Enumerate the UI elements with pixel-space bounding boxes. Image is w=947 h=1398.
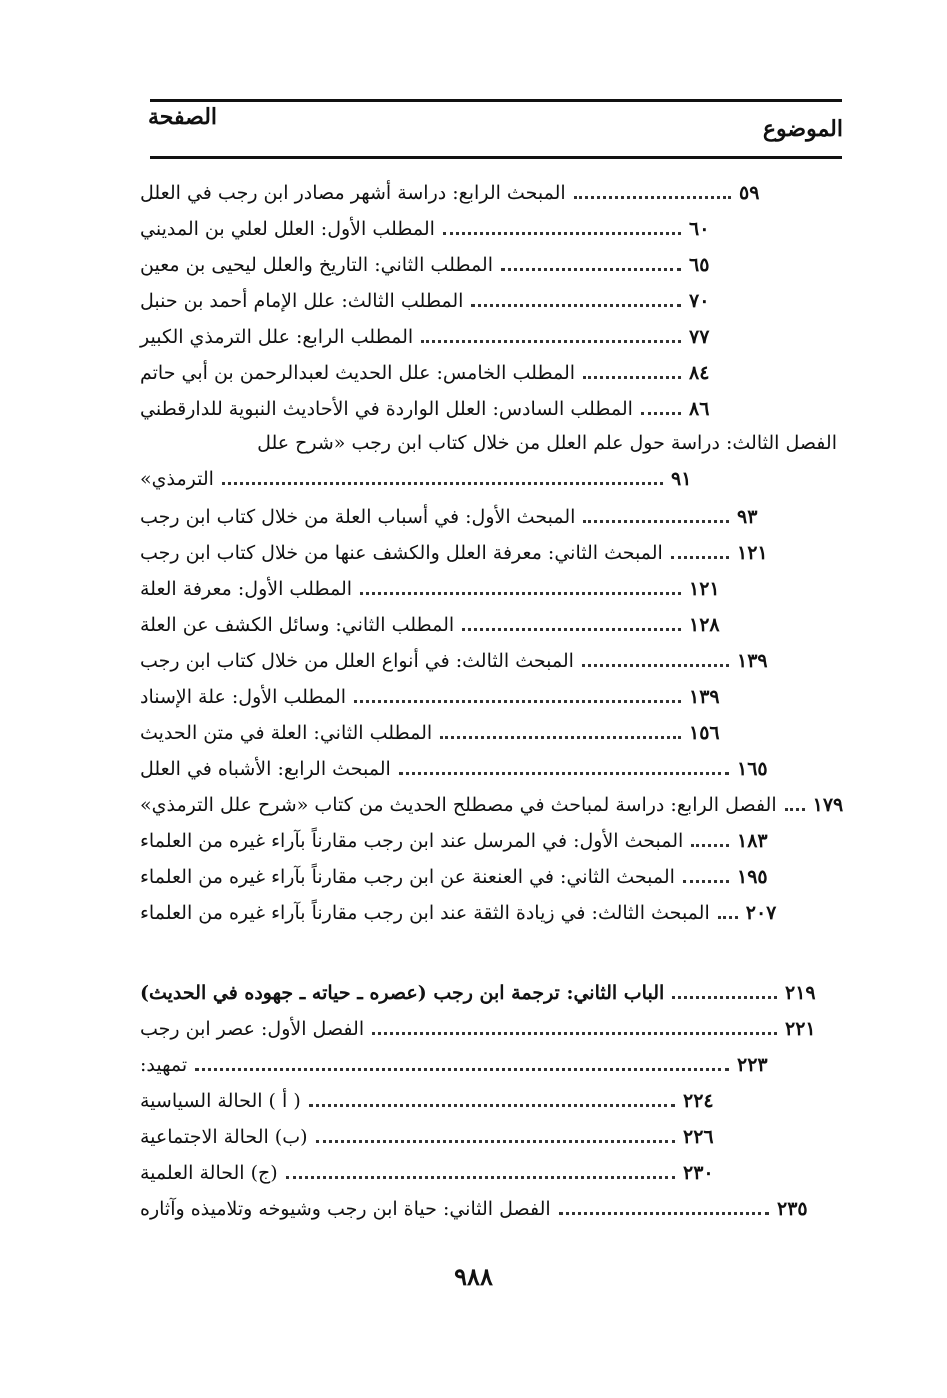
leader-dots <box>471 304 681 307</box>
toc-entry-page: ٩١ <box>671 468 692 490</box>
toc-entry-page: ٨٦ <box>689 398 710 420</box>
toc-entry-page: ١٥٦ <box>689 722 720 744</box>
toc-entry-page: ٩٣ <box>737 506 758 528</box>
leader-dots <box>671 556 729 559</box>
toc-entry-page: ١٣٩ <box>737 650 768 672</box>
toc-entry-page: ٦٠ <box>689 218 710 240</box>
toc-entry <box>140 1116 735 1150</box>
toc-entry-title: المبحث الثالث: في أنواع العلل من خلال كتاب ابن رجب <box>140 650 574 672</box>
toc-entry <box>140 1152 735 1186</box>
leader-dots <box>691 844 729 847</box>
header-rule-bottom <box>150 156 842 159</box>
toc-entry <box>140 172 791 206</box>
toc-entry <box>140 280 741 314</box>
toc-entry-title: (ب) الحالة الاجتماعية <box>140 1126 308 1148</box>
leader-dots <box>222 482 663 485</box>
toc-entry-page: ١٦٥ <box>737 758 768 780</box>
toc-entry <box>140 640 789 674</box>
toc-entry-page: ١٢٨ <box>689 614 720 636</box>
toc-entry-title: الباب الثاني: ترجمة ابن رجب (عصره ـ حياته ـ جهوده في الحديث) <box>140 982 665 1004</box>
toc-entry-title: الترمذي» <box>140 468 214 490</box>
toc-entry-title: المطلب الثالث: علل الإمام أحمد بن حنبل <box>140 290 464 312</box>
toc-entry-page: ١٧٩ <box>812 794 844 816</box>
header-page: الصفحة <box>148 104 218 130</box>
leader-dots <box>195 1068 729 1071</box>
leader-dots <box>672 996 777 999</box>
toc-entry-page: ٢٢٦ <box>683 1126 714 1148</box>
toc-entry <box>140 604 741 638</box>
toc-entry-title: الفصل الأول: عصر ابن رجب <box>140 1018 365 1040</box>
toc-entry <box>140 388 741 422</box>
toc-entry-title: المبحث الرابع: دراسة أشهر مصادر ابن رجب في العلل <box>140 182 566 204</box>
toc-entry-title: المطلب الأول: معرفة العلة <box>140 578 353 600</box>
toc-entry-page: ٧٠ <box>689 290 710 312</box>
toc-entry-title: المبحث الثاني: في العنعنة عن ابن رجب مقارناً بآراء غيره من العلماء <box>140 866 675 888</box>
leader-dots <box>316 1140 675 1143</box>
leader-dots <box>309 1104 675 1107</box>
leader-dots <box>462 628 681 631</box>
toc-entry <box>140 458 723 492</box>
leader-dots <box>440 736 681 739</box>
toc-entry-title: المطلب الأول: العلل لعلي بن المديني <box>140 218 435 240</box>
toc-entry-title: الفصل الثاني: حياة ابن رجب وشيوخه وتلاميذه وآثاره <box>140 1198 551 1220</box>
toc-entry <box>140 496 789 530</box>
toc-entry-page: ٦٥ <box>689 254 710 276</box>
toc-entry-part <box>140 972 837 1006</box>
toc-entry <box>140 568 741 602</box>
toc-entry-page: ٢٣٥ <box>777 1198 808 1220</box>
toc-entry-page: ١٣٩ <box>689 686 720 708</box>
toc-entry <box>140 1008 837 1042</box>
toc-entry-title: (ج) الحالة العلمية <box>140 1162 278 1184</box>
toc-entry <box>140 244 741 278</box>
toc-entry-page: ١٢١ <box>737 542 768 564</box>
leader-dots <box>582 664 729 667</box>
toc-entry-title: المبحث الأول: في المرسل عند ابن رجب مقارناً بآراء غيره من العلماء <box>140 830 684 852</box>
toc-entry-title: ( أ ) الحالة السياسية <box>140 1090 301 1112</box>
toc-entry <box>140 1080 735 1114</box>
toc-entry-title: المطلب السادس: العلل الواردة في الأحاديث النبوية للدارقطني <box>140 398 633 420</box>
toc-entry-page: ١٩٥ <box>737 866 768 888</box>
toc-entry-page: ٢٢٤ <box>683 1090 714 1112</box>
header-rule-top <box>150 99 842 102</box>
toc-entry <box>140 676 741 710</box>
toc-entry <box>140 208 741 242</box>
toc-entry-page: ٢٣٠ <box>683 1162 714 1184</box>
toc-entry-title: المطلب الثاني: العلة في متن الحديث <box>140 722 433 744</box>
toc-entry-title: المطلب الأول: علة الإسناد <box>140 686 347 708</box>
toc-entry-title: المبحث الثاني: معرفة العلل والكشف عنها من خلال كتاب ابن رجب <box>140 542 663 564</box>
toc-entry-title: المطلب الخامس: علل الحديث لعبدالرحمن بن أبي حاتم <box>140 362 576 384</box>
toc-entry-page: ٢٠٧ <box>745 902 777 924</box>
leader-dots <box>360 592 681 595</box>
toc-entry <box>140 856 789 890</box>
toc-entry-title: المبحث الرابع: الأشباه في العلل <box>140 758 391 780</box>
toc-entry-title: المطلب الثاني: التاريخ والعلل ليحيى بن معين <box>140 254 493 276</box>
leader-dots <box>372 1032 777 1035</box>
toc-entry-title: المبحث الثالث: في زيادة الثقة عند ابن رجب مقارناً بآراء غيره من العلماء <box>140 902 710 924</box>
toc-entry-title-line1: الفصل الثالث: دراسة حول علم العلل من خلال كتاب ابن رجب «شرح علل <box>257 432 837 454</box>
leader-dots <box>443 232 681 235</box>
toc-entry <box>140 1188 829 1222</box>
toc-entry-page: ٢٢١ <box>785 1018 816 1040</box>
toc-entry-page: ٢١٩ <box>785 982 816 1004</box>
page-number: ٩٨٨ <box>454 1262 493 1291</box>
leader-dots <box>583 520 729 523</box>
toc-entry <box>140 352 741 386</box>
leader-dots <box>286 1176 675 1179</box>
leader-dots <box>559 1212 769 1215</box>
leader-dots <box>421 340 681 343</box>
toc-entry <box>140 712 741 746</box>
leader-dots <box>641 412 681 415</box>
toc-entry-title: المبحث الأول: في أسباب العلة من خلال كتاب ابن رجب <box>140 506 576 528</box>
header-topic: الموضوع <box>762 116 843 142</box>
toc-entry-title: المطلب الرابع: علل الترمذي الكبير <box>140 326 414 348</box>
leader-dots <box>683 880 729 883</box>
leader-dots <box>718 916 738 919</box>
toc-entry <box>140 1044 789 1078</box>
leader-dots <box>399 772 729 775</box>
toc-entry <box>140 892 789 926</box>
toc-entry-page: ١٢١ <box>689 578 720 600</box>
toc-entry-page: ١٨٣ <box>737 830 768 852</box>
toc-entry-title: تمهيد: <box>140 1054 188 1076</box>
toc-entry-title: الفصل الرابع: دراسة لمباحث في مصطلح الحديث من كتاب «شرح علل الترمذي» <box>140 794 777 816</box>
toc-entry-page: ٨٤ <box>689 362 710 384</box>
toc-entry-page: ٢٢٣ <box>737 1054 768 1076</box>
toc-entry <box>140 820 789 854</box>
toc-entry <box>140 316 741 350</box>
toc-entry <box>140 748 789 782</box>
toc-entry <box>140 532 789 566</box>
toc-entry <box>140 784 844 818</box>
toc-entry-title: المطلب الثاني: وسائل الكشف عن العلة <box>140 614 455 636</box>
leader-dots <box>354 700 681 703</box>
toc-entry-page: ٥٩ <box>739 182 760 204</box>
leader-dots <box>785 808 805 811</box>
leader-dots <box>501 268 681 271</box>
leader-dots <box>583 376 681 379</box>
leader-dots <box>574 196 731 199</box>
toc-entry-page: ٧٧ <box>689 326 710 348</box>
